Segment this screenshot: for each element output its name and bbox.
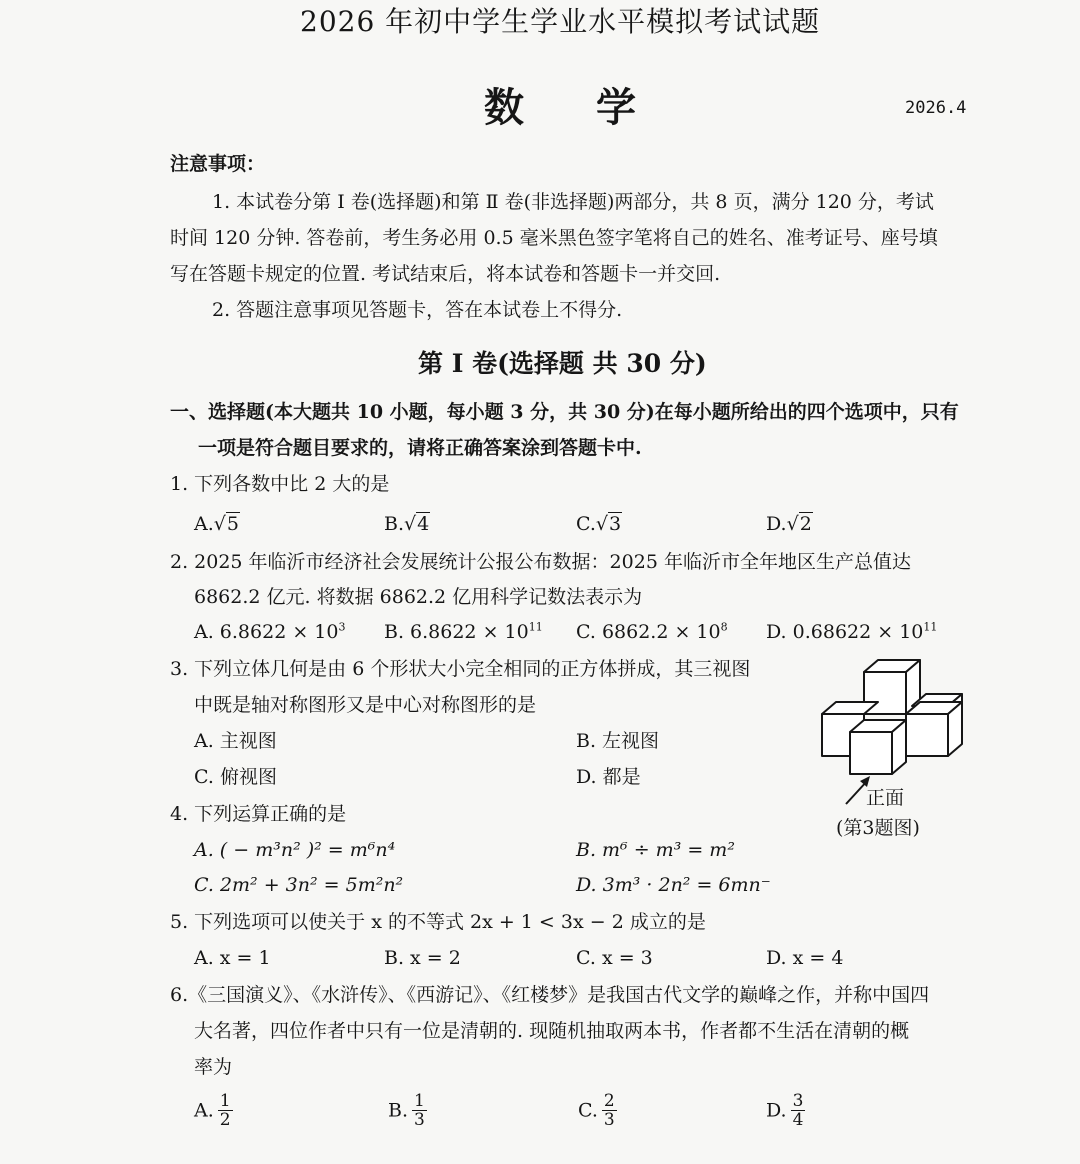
subject-title: 数学 bbox=[484, 84, 708, 131]
notice-item1-line2: 时间 120 分钟. 答卷前，考生务必用 0.5 毫米黑色签字笔将自己的姓名、准考证号、座号填 bbox=[170, 227, 938, 249]
q5-stem: 5. 下列选项可以使关于 x 的不等式 2x + 1 < 3x − 2 成立的是 bbox=[170, 911, 706, 933]
section-instruction-line1: 一、选择题(本大题共 10 小题，每小题 3 分，共 30 分)在每小题所给出的四个选项中，只有 bbox=[170, 401, 959, 423]
exam-date: 2026.4 bbox=[905, 98, 967, 118]
q6-stem-line1: 6.《三国演义》、《水浒传》、《西游记》、《红楼梦》是我国古代文学的巅峰之作，并称中国四 bbox=[170, 984, 930, 1006]
notice-item1-line1: 1. 本试卷分第 Ⅰ 卷(选择题)和第 Ⅱ 卷(非选择题)两部分，共 8 页，满分 120 分，考试 bbox=[212, 191, 934, 213]
section-title: 第 Ⅰ 卷(选择题 共 30 分) bbox=[418, 349, 707, 378]
q6-option-c: C. $\frac{2}{3}$ bbox=[578, 1091, 615, 1130]
q4-option-b: B. m⁶ ÷ m³ = m² bbox=[576, 839, 735, 861]
q5-option-b: B. x = 2 bbox=[384, 947, 461, 969]
q2-stem-line1: 2. 2025 年临沂市经济社会发展统计公报公布数据：2025 年临沂市全年地区生产总值达 bbox=[170, 551, 911, 573]
q3-option-d: D. 都是 bbox=[576, 766, 641, 788]
q4-option-d: D. 3m³ · 2n² = 6mn⁻ bbox=[576, 874, 771, 896]
q4-option-a: A. ( − m³n² )² = m⁶n⁴ bbox=[194, 839, 396, 861]
q6-stem-line3: 率为 bbox=[194, 1056, 233, 1078]
q6-option-a: A. $\frac{1}{2}$ bbox=[194, 1091, 231, 1130]
q3-option-c: C. 俯视图 bbox=[194, 766, 277, 788]
exam-title: 2026 年初中学生学业水平模拟考试试题 bbox=[300, 5, 821, 38]
q1-option-a: A.√5 bbox=[194, 513, 239, 535]
notice-item1-line3: 写在答题卡规定的位置. 考试结束后，将本试卷和答题卡一并交回. bbox=[170, 263, 721, 285]
q5-option-a: A. x = 1 bbox=[194, 947, 271, 969]
q6-option-d: D. $\frac{3}{4}$ bbox=[766, 1091, 804, 1130]
q3-option-a: A. 主视图 bbox=[194, 730, 277, 752]
q6-stem-line2: 大名著，四位作者中只有一位是清朝的. 现随机抽取两本书，作者都不生活在清朝的概 bbox=[194, 1020, 910, 1042]
q2-option-b: B. $6.8622 \times 10^{11}$ bbox=[384, 620, 543, 643]
q2-option-c: C. $6862.2 \times 10^8$ bbox=[576, 620, 728, 643]
q5-option-c: C. x = 3 bbox=[576, 947, 653, 969]
q2-option-d: D. $0.68622 \times 10^{11}$ bbox=[766, 620, 938, 643]
q3-stem-line1: 3. 下列立体几何是由 6 个形状大小完全相同的正方体拼成，其三视图 bbox=[170, 658, 751, 680]
q3-stem-line2: 中既是轴对称图形又是中心对称图形的是 bbox=[194, 694, 537, 716]
notice-item2: 2. 答题注意事项见答题卡，答在本试卷上不得分. bbox=[212, 299, 623, 321]
q3-figure-caption: (第3题图) bbox=[836, 817, 920, 839]
q4-stem: 4. 下列运算正确的是 bbox=[170, 803, 347, 825]
q1-option-c: C.√3 bbox=[576, 513, 622, 535]
q1-stem: 1. 下列各数中比 2 大的是 bbox=[170, 473, 390, 495]
q3-figure-label: 正面 bbox=[866, 787, 905, 809]
q1-option-b: B.√4 bbox=[384, 513, 430, 535]
section-instruction-line2: 一项是符合题目要求的，请将正确答案涂到答题卡中. bbox=[198, 437, 642, 459]
notice-heading: 注意事项： bbox=[170, 153, 266, 175]
q2-option-a: A. $6.8622 \times 10^3$ bbox=[194, 620, 346, 643]
q4-option-c: C. 2m² + 3n² = 5m²n² bbox=[194, 874, 404, 896]
q6-option-b: B. $\frac{1}{3}$ bbox=[388, 1091, 425, 1130]
q2-stem-line2: 6862.2 亿元. 将数据 6862.2 亿用科学记数法表示为 bbox=[194, 586, 643, 608]
q5-option-d: D. x = 4 bbox=[766, 947, 844, 969]
q3-option-b: B. 左视图 bbox=[576, 730, 660, 752]
q1-option-d: D.√2 bbox=[766, 513, 812, 535]
